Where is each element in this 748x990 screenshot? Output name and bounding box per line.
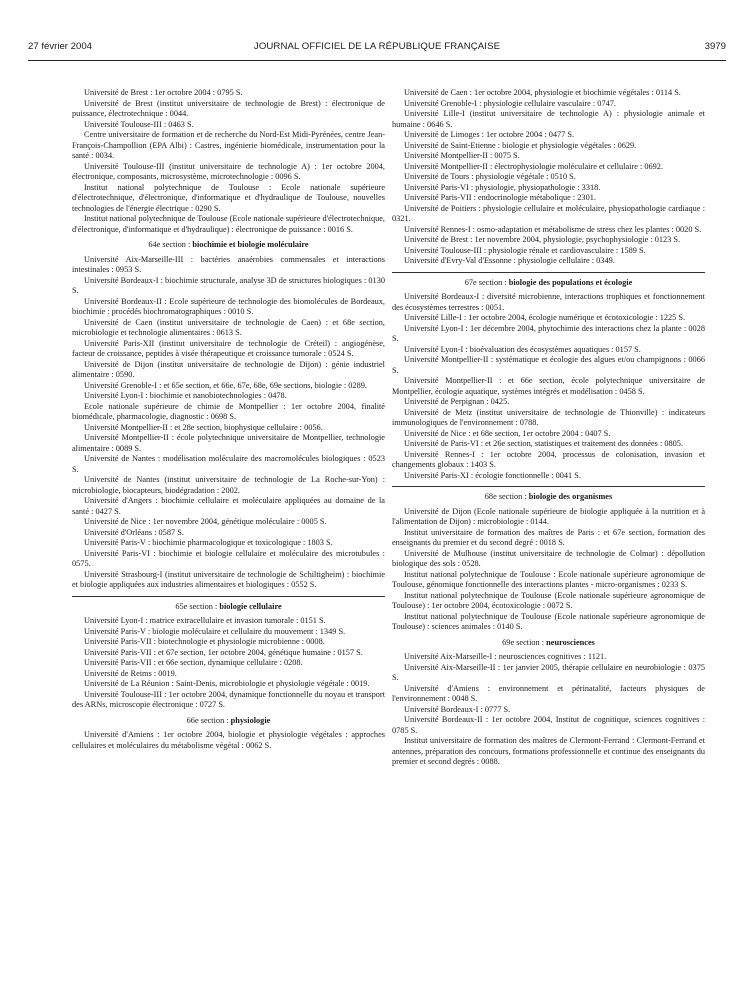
entry: Université de Nantes : modélisation moléculaire des macromolécules biologiques : 0523 S. bbox=[72, 454, 385, 474]
entry: Institut national polytechnique de Toulouse : Ecole nationale supérieure d'électrotechnique, d'électronique, d'informatique et d'hydraulique de Toulouse, nouvelles technologies de l'énergie électrique : 0290 S. bbox=[72, 182, 385, 213]
section-heading-68: 68e section : biologie des organismes bbox=[484, 492, 613, 501]
section-66-continued-entries bbox=[392, 88, 705, 267]
left-column bbox=[72, 88, 385, 751]
entry: Université Paris-VII : et 66e section, dynamique cellulaire : 0208. bbox=[84, 658, 303, 667]
entry: Université Toulouse-III : 1er octobre 2004, dynamique fonctionnelle du noyau et transport des ARNs, microscopie électronique : 0727 S. bbox=[72, 689, 385, 709]
header-rule bbox=[28, 60, 726, 61]
entry: Université Grenoble-I : physiologie cellulaire vasculaire : 0747. bbox=[404, 98, 616, 108]
entry: Université de Nantes (institut universitaire de technologie de La Roche-sur-Yon) : microbiologie, biocapteurs, biodégradation : 2002. bbox=[72, 475, 385, 495]
entry: Université Paris-VI : physiologie, physiopathologie : 3318. bbox=[404, 182, 601, 192]
entry: Institut national polytechnique de Toulouse (Ecole nationale supérieure agronomique de Toulouse) : 1er octobre 2004, écotoxicologie : 0072 S. bbox=[392, 590, 705, 610]
entry: Université d'Amiens : 1er octobre 2004, biologie et physiologie végétales : approches cellulaires et moléculaires du métabolisme végétal : 0062 S. bbox=[72, 730, 385, 750]
entry: Université Lyon-I : biochimie et nanobiotechnologies : 0478. bbox=[84, 391, 287, 400]
section-66-entries bbox=[72, 730, 385, 751]
section-69-entries bbox=[392, 652, 705, 768]
entry: Institut national polytechnique de Toulouse (Ecole nationale supérieure d'électrotechnique, d'électronique, d'informatique et d'hydraulique) : électronique de puissance : 0016 S. bbox=[72, 214, 385, 234]
entry: Université Lille-I (institut universitaire de technologie A) : physiologie animale et humaine : 0646 S. bbox=[392, 109, 705, 129]
section-divider bbox=[392, 272, 705, 273]
section-64-entries bbox=[72, 255, 385, 591]
entry: Université Grenoble-I : et 65e section, et 66e, 67e, 68e, 69e sections, biologie : 0289. bbox=[84, 380, 367, 390]
entry: Université Paris-V : biochimie pharmacologique et toxicologique : 1803 S. bbox=[84, 538, 333, 547]
entry: Institut universitaire de formation des maîtres de Paris : et 67e section, formation des enseignants du premier et du second degré : 0018 S. bbox=[392, 527, 705, 547]
entry: Université de Brest : 1er novembre 2004, physiologie, psychophysiologie : 0123 S. bbox=[404, 235, 681, 244]
entry: Université Paris-VII : endocrinologie métabolique : 2301. bbox=[404, 193, 596, 202]
entry: Université de Tours : physiologie végétale : 0510 S. bbox=[404, 172, 576, 181]
entry: Université Montpellier-II : 0075 S. bbox=[404, 151, 520, 160]
section-heading-69: 69e section : neurosciences bbox=[502, 637, 595, 647]
entry: Université de Reims : 0019. bbox=[84, 668, 177, 678]
entry: Université de Saint-Etienne : biologie et physiologie végétales : 0629. bbox=[404, 140, 637, 150]
entry: Université de Mulhouse (institut universitaire de technologie de Colmar) : dépollution biologique des sols : 0528. bbox=[392, 548, 705, 568]
section-divider bbox=[72, 596, 385, 597]
entry: Université Bordeaux-II : 1er octobre 2004, Institut de cognitique, sciences cognitives : 0785 S. bbox=[392, 715, 705, 735]
entry: Université Lyon-I : 1er décembre 2004, phytochimie des interactions chez la plante : 0028 S. bbox=[392, 323, 705, 343]
entry: Université de Brest (institut universitaire de technologie de Brest) : électronique de puissance, électrotechnique : 0044. bbox=[72, 98, 385, 118]
entry: Université Paris-XI : écologie fonctionnelle : 0041 S. bbox=[404, 470, 581, 480]
entry: Université Paris-VII : et 67e section, 1er octobre 2004, génétique humaine : 0157 S. bbox=[84, 647, 363, 657]
entry: Université Montpellier-II : et 66e section, école polytechnique universitaire de Montpellier, écologie aquatique, systèmes intégrés et modélisation : 0458 S. bbox=[392, 376, 705, 396]
entry: Université Paris-VII : biotechnologie et physiologie microbienne : 0008. bbox=[84, 637, 325, 646]
entry: Université Montpellier-II : électrophysiologie moléculaire et cellulaire : 0692. bbox=[404, 161, 664, 171]
entry: Université de Nice : et 68e section, 1er octobre 2004 : 0407 S. bbox=[404, 428, 611, 438]
page-header bbox=[28, 40, 726, 54]
entry: Université Paris-V : biologie moléculaire et cellulaire du mouvement : 1349 S. bbox=[84, 626, 346, 636]
section-68-entries bbox=[392, 507, 705, 633]
entry: Ecole nationale supérieure de chimie de Montpellier : 1er octobre 2004, finalité biomédicale, pharmacologie, diagnostic : 0698 S. bbox=[72, 401, 385, 421]
entry: Université Paris-VI : biochimie et biologie cellulaire et moléculaire des microtubules : 0575. bbox=[72, 548, 385, 568]
entry: Université Bordeaux-II : Ecole supérieure de technologie des biomolécules de Bordeaux, biochimie : procédés biochromatographiques : 0010 S. bbox=[72, 296, 385, 316]
entry: Université de Caen : 1er octobre 2004, physiologie et biochimie végétales : 0114 S. bbox=[404, 88, 681, 97]
intro-entries bbox=[72, 88, 385, 235]
entry: Université Strasbourg-I (institut universitaire de technologie de Schiltigheim) : biochimie et biologie appliquées aux industries alimentaires et biologiques : 0552 S. bbox=[72, 569, 385, 589]
entry: Université Bordeaux-I : biochimie structurale, analyse 3D de structures biologiques : 0130 S. bbox=[72, 275, 385, 295]
entry: Université de La Réunion : Saint-Denis, microbiologie et physiologie végétale : 0019. bbox=[84, 679, 370, 688]
section-heading-64: 64e section : biochimie et biologie moléculaire bbox=[148, 240, 309, 249]
entry: Université Lyon-I : bioévaluation des écosystèmes aquatiques : 0157 S. bbox=[404, 344, 641, 354]
section-heading-65: 65e section : biologie cellulaire bbox=[175, 601, 282, 611]
entry: Université de Limoges : 1er octobre 2004 : 0477 S. bbox=[404, 130, 575, 139]
entry: Centre universitaire de formation et de recherche du Nord-Est Midi-Pyrénées, centre Jean-François-Champollion (EPA Albi) : Castres, ingénierie biomédicale, instrumentation pour la santé : 0034. bbox=[72, 130, 385, 160]
entry: Université de Dijon (Ecole nationale supérieure de biologie appliquée à la nutrition et à l'alimentation de Dijon) : microbiologie : 0144. bbox=[392, 506, 705, 526]
entry: Université Montpellier-II : et 28e section, biophysique cellulaire : 0056. bbox=[84, 422, 323, 432]
entry: Université Rennes-I : osmo-adaptation et métabolisme de stress chez les plantes : 0020 S. bbox=[404, 224, 702, 234]
entry: Université d'Evry-Val d'Essonne : physiologie cellulaire : 0349. bbox=[404, 256, 615, 265]
entry: Université de Metz (institut universitaire de technologie de Thionville) : indicateurs immunologiques de l'environnement : 0788. bbox=[392, 407, 705, 427]
section-67-entries bbox=[392, 292, 705, 481]
entry: Université Bordeaux-I : 0777 S. bbox=[404, 704, 511, 714]
header-date: 27 février 2004 bbox=[28, 41, 92, 52]
entry: Université Lyon-I : matrice extracellulaire et invasion tumorale : 0151 S. bbox=[84, 616, 326, 625]
entry: Université de Caen (institut universitaire de technologie de Caen) : et 68e section, microbiologie et technologie alimentaires : 0613 S. bbox=[72, 317, 385, 337]
entry: Université Toulouse-III (institut universitaire de technologie A) : 1er octobre 2004, électronique, composants, microsystème, microtechnologie : 0096 S. bbox=[72, 161, 385, 181]
entry: Université Montpellier-II : école polytechnique universitaire de Montpellier, technologie alimentaire : 0089 S. bbox=[72, 433, 385, 453]
section-heading-67: 67e section : biologie des populations et écologie bbox=[464, 277, 633, 287]
entry: Université de Perpignan : 0425. bbox=[404, 397, 510, 406]
entry: Université de Dijon (institut universitaire de technologie de Dijon) : génie industriel alimentaire : 0590. bbox=[72, 359, 385, 379]
entry: Université Lille-I : 1er octobre 2004, écologie numérique et écotoxicologie : 1225 S. bbox=[404, 313, 686, 322]
entry: Université Rennes-I : 1er octobre 2004, processus de colonisation, invasion et changements globaux : 1403 S. bbox=[392, 449, 705, 469]
section-divider bbox=[392, 486, 705, 487]
entry: Université Paris-XII (institut universitaire de technologie de Créteil) : angiogénèse, facteur de croissance, peptides à visée thérapeutique et croissance tumorale : 0524 S. bbox=[72, 338, 385, 358]
entry: Université Toulouse-III : physiologie rénale et cardiovasculaire : 1589 S. bbox=[404, 245, 646, 255]
header-page-number: 3979 bbox=[704, 41, 726, 52]
entry: Université Aix-Marseille-I : neurosciences cognitives : 1121. bbox=[404, 652, 607, 661]
entry: Université Toulouse-III : 0463 S. bbox=[84, 119, 194, 129]
entry: Université de Paris-VI : et 26e section, statistiques et traitement des données : 0805. bbox=[404, 439, 684, 448]
entry: Institut national polytechnique de Toulouse : Ecole nationale supérieure agronomique de Toulouse, génomique fonctionnelle des interactions plantes - micro-organismes : 0233 S. bbox=[392, 569, 705, 589]
entry: Université de Nice : 1er novembre 2004, génétique moléculaire : 0005 S. bbox=[84, 517, 327, 526]
entry: Université Aix-Marseille-III : bactéries anaérobies commensales et interactions intestinales : 0953 S. bbox=[72, 254, 385, 274]
entry: Université d'Orléans : 0587 S. bbox=[84, 527, 184, 537]
entry: Université d'Amiens : environnement et périnatalité, facteurs physiques de l'environnement : 0048 S. bbox=[392, 683, 705, 703]
header-journal-title: JOURNAL OFFICIEL DE LA RÉPUBLIQUE FRANÇAISE bbox=[253, 41, 501, 52]
entry: Université Bordeaux-I : diversité microbienne, interactions trophiques et fonctionnement des écosystèmes terrestres : 0051. bbox=[392, 292, 705, 312]
right-column bbox=[392, 88, 705, 768]
entry: Université d'Angers : biochimie cellulaire et moléculaire appliquées au domaine de la santé : 0427 S. bbox=[72, 496, 385, 516]
entry: Université de Poitiers : physiologie cellulaire et moléculaire, physiopathologie cardiaque : 0321. bbox=[392, 203, 705, 223]
entry: Université Montpellier-II : systématique et écologie des algues et/ou champignons : 0066 S. bbox=[392, 355, 705, 375]
section-65-entries bbox=[72, 616, 385, 711]
entry: Université Aix-Marseille-II : 1er janvier 2005, thérapie cellulaire en neurobiologie : 0375 S. bbox=[392, 662, 705, 682]
entry: Institut universitaire de formation des maîtres de Clermont-Ferrand : Clermont-Ferrand et antennes, préparation des concours, formations professionnelle et continue des enseignants du premier et second degrés : 0088. bbox=[392, 736, 705, 766]
section-heading-66: 66e section : physiologie bbox=[186, 715, 271, 725]
entry: Université de Brest : 1er octobre 2004 : 0795 S. bbox=[84, 88, 243, 97]
entry: Institut national polytechnique de Toulouse (Ecole nationale supérieure agronomique de Toulouse) : sciences animales : 0140 S. bbox=[392, 611, 705, 631]
